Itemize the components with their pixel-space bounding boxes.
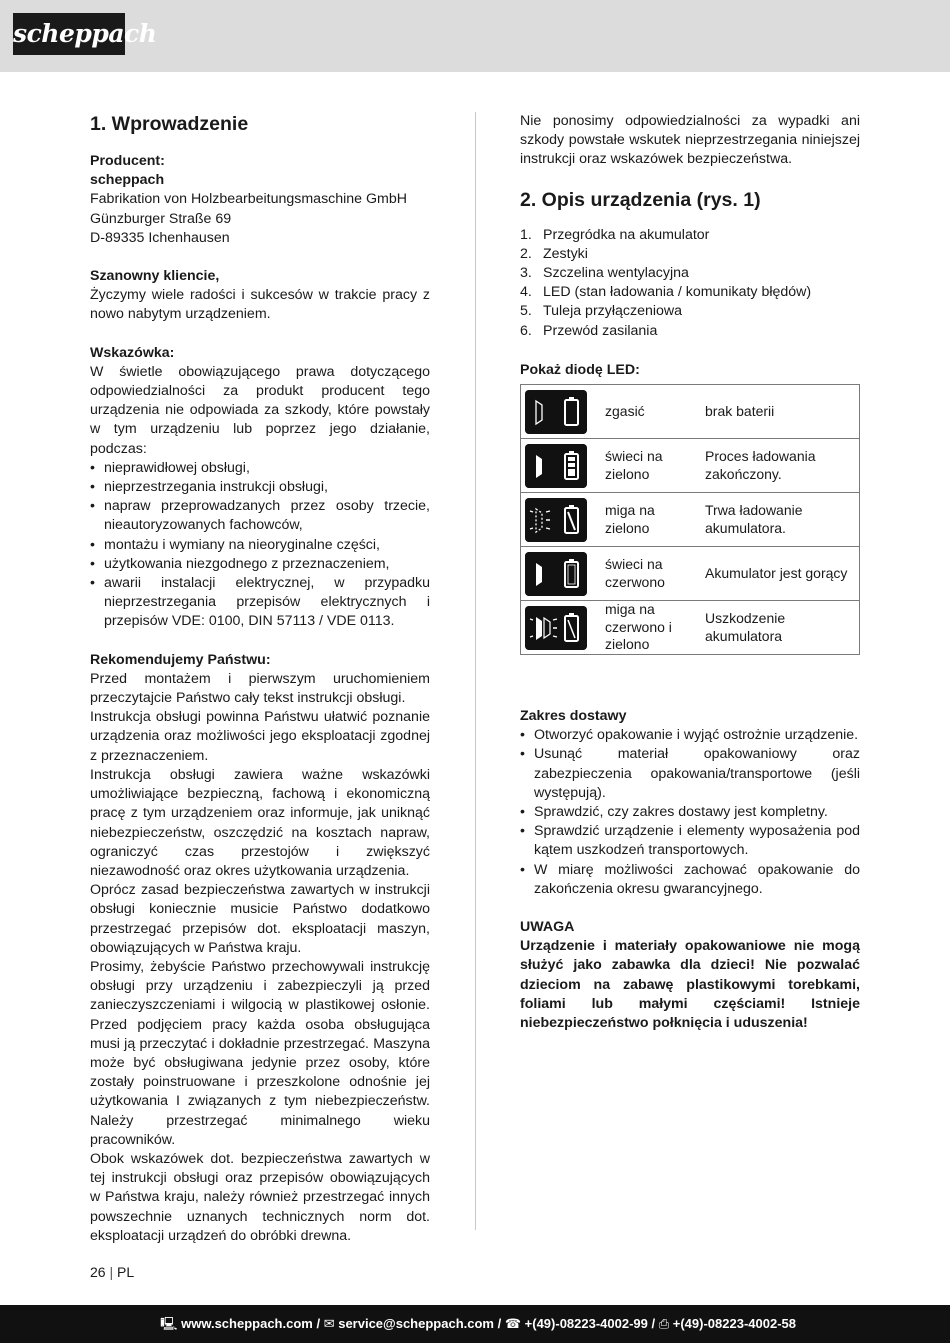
led-table (520, 384, 860, 655)
column-divider (475, 112, 476, 1230)
list-item: 2. Zestyki (520, 245, 588, 262)
liability-text: Nie ponosimy odpowiedzialności za wypadki ani szkody powstałe wskutek nieprzestrzegania niniejszej instrukcji oraz wskazówek bezpieczeństwa. (520, 113, 860, 168)
table-row (521, 547, 860, 601)
led-description: Akumulator jest gorący (695, 547, 860, 601)
table-row (521, 493, 860, 547)
page-header (0, 0, 950, 72)
greeting-label: Szanowny kliencie, (90, 268, 220, 285)
parts-list (520, 226, 860, 341)
recommend-paragraph: Instrukcja obsługi zawiera ważne wskazówki umożliwiające bezpieczną, fachową i ekonomiczną pracę z tym urządzeniem oraz informuje, jak uniknąć niebezpieczeństw, oszczędzić na kosztach napraw, ograniczyć czas przestojów i zwiększyć niezawodność oraz okres użytkowania urządzenia. (90, 766, 430, 879)
note-list (90, 459, 430, 632)
recommend-paragraph: Instrukcja obsługi powinna Państwu ułatwić poznanie urządzenia oraz możliwości jego eksploatacji zgodnej z przeznaczeniem. (90, 709, 430, 764)
list-item: • napraw przeprowadzanych przez osoby trzecie, nieautoryzowanych fachowców, (90, 497, 430, 535)
list-item: • użytkowania niezgodnego z przeznaczeniem, (90, 555, 430, 574)
section-heading-description: 2. Opis urządzenia (rys. 1) (520, 188, 761, 211)
led-state: świeci na czerwono (600, 547, 695, 601)
led-description: brak baterii (695, 385, 860, 439)
recommend-paragraph: Oprócz zasad bezpieczeństwa zawartych w instrukcji obsługi koniecznie musicie Państwo dodatkowo przestrzegać przepisów dot. eksploatacji maszyn, obowiązujących w Państwa kraju. (90, 882, 430, 956)
producer-line: Fabrikation von Holzbearbeitungsmaschine GmbH (90, 191, 408, 208)
list-item: • Otworzyć opakowanie i wyjąć ostrożnie urządzenie. (520, 726, 860, 745)
phone-icon: ☎ (504, 1316, 522, 1331)
email-icon: ✉ (323, 1316, 335, 1331)
table-row (521, 385, 860, 439)
list-item: 4. LED (stan ładowania / komunikaty błędów) (520, 284, 812, 301)
list-item: • awarii instalacji elektrycznej, w przypadku nieprzestrzegania przepisów elektrycznych i przepisów VDE: 0100, DIN 57113 / VDE 0113. (90, 574, 430, 632)
left-column (90, 112, 430, 1246)
led-description: Proces ładowania zakończony. (695, 439, 860, 493)
page-footer (0, 1305, 950, 1343)
list-item: • montażu i wymiany na nieoryginalne części, (90, 536, 430, 555)
page-number: 26 | PL (90, 1264, 135, 1280)
note-label: Wskazówka: (90, 344, 175, 361)
footer-email: service@scheppach.com / (338, 1316, 502, 1331)
fax-icon: ⎙ (658, 1316, 670, 1331)
list-item: • nieprzestrzegania instrukcji obsługi, (90, 478, 430, 497)
note-text: W świetle obowiązującego prawa dotyczącego odpowiedzialności za produkt producent tego urządzenia nie odpowiada za szkody, które powstały w tym urządzeniu lub poprzez jego działanie, podczas: (90, 363, 430, 457)
list-item: 1. Przegródka na akumulator (520, 226, 710, 243)
led-blink-battery-fault-icon (525, 606, 587, 650)
right-column (520, 112, 860, 1033)
footer-phone: +(49)-08223-4002-99 / (524, 1316, 656, 1331)
led-on-battery-icon (525, 552, 587, 596)
warning-text: Urządzenie i materiały opakowaniowe nie mogą służyć jako zabawka dla dzieci! Nie pozwalać dzieciom na zabawę plastikowymi torebkami, foliami lub małymi częściami! Istnieje niebezpieczeństwo połknięcia i uduszenia! (520, 938, 860, 1032)
delivery-label: Zakres dostawy (520, 708, 627, 725)
recommend-paragraph: Przed montażem i pierwszym uruchomieniem przeczytajcie Państwo cały tekst instrukcji obsługi. (90, 670, 430, 707)
list-item: • Sprawdzić, czy zakres dostawy jest kompletny. (520, 803, 860, 822)
list-item: • nieprawidłowej obsługi, (90, 459, 430, 478)
list-item: • W miarę możliwości zachować opakowanie do zakończenia okresu gwarancyjnego. (520, 861, 860, 899)
led-state: miga na czerwono i zielono (600, 601, 695, 655)
list-item: • Usunąć materiał opakowaniowy oraz zabezpieczenia opakowania/transportowe (jeśli występują). (520, 745, 860, 803)
led-state: zgasić (600, 385, 695, 439)
led-description: Uszkodzenie akumulatora (695, 601, 860, 655)
recommend-label: Rekomendujemy Państwu: (90, 651, 271, 668)
computer-icon: 🖳 (160, 1316, 178, 1331)
producer-line: Günzburger Straße 69 (90, 210, 232, 227)
list-item: 6. Przewód zasilania (520, 322, 658, 339)
table-row (521, 601, 860, 655)
delivery-list (520, 726, 860, 899)
led-blink-charging-battery-icon (525, 498, 587, 542)
led-label: Pokaż diodę LED: (520, 361, 640, 378)
list-item: 5. Tuleja przyłączeniowa (520, 303, 683, 320)
table-row (521, 439, 860, 493)
list-item: • Sprawdzić urządzenie i elementy wyposażenia pod kątem uszkodzeń transportowych. (520, 822, 860, 860)
led-off-empty-battery-icon (525, 390, 587, 434)
led-state: miga na zielono (600, 493, 695, 547)
warning-label: UWAGA (520, 919, 575, 936)
led-state: świeci na zielono (600, 439, 695, 493)
recommend-paragraph: Prosimy, żebyście Państwo przechowywali instrukcję obsługi przy urządzeniu i zabezpieczyli ją przed zanieczyszczeniami i wilgocią w plastikowej osłonie. Przed podjęciem pracy każda osoba obsługująca musi ją przeczytać i dokładnie przestrzegać. Maszyna może być obsługiwana jedynie przez osoby, które zostały poinstruowane i przeszkolone odnośnie jej użytkowania I związanych z tym niebezpieczeństw. Należy przestrzegać minimalnego wieku pracowników. (90, 958, 430, 1148)
section-heading-introduction: 1. Wprowadzenie (90, 113, 249, 135)
footer-web: www.scheppach.com / (181, 1316, 321, 1331)
footer-fax: +(49)-08223-4002-58 (672, 1316, 796, 1331)
recommend-paragraph: Obok wskazówek dot. bezpieczeństwa zawartych w tej instrukcji obsługi oraz przepisów obowiązujących w Państwa kraju, należy również przestrzegać innych powszechnie uznanych technicznych norm dot. eksploatacji urządzeń do obróbki drewna. (90, 1150, 430, 1244)
led-description: Trwa ładowanie akumulatora. (695, 493, 860, 547)
producer-line: D-89335 Ichenhausen (90, 229, 230, 246)
scheppach-logo: scheppach (13, 13, 125, 55)
producer-label: Producent: (90, 153, 165, 169)
led-on-full-battery-icon (525, 444, 587, 488)
greeting-text: Życzymy wiele radości i sukcesów w trakcie pracy z nowo nabytym urządzeniem. (90, 287, 430, 323)
producer-name: scheppach (90, 172, 165, 189)
list-item: 3. Szczelina wentylacyjna (520, 265, 689, 282)
